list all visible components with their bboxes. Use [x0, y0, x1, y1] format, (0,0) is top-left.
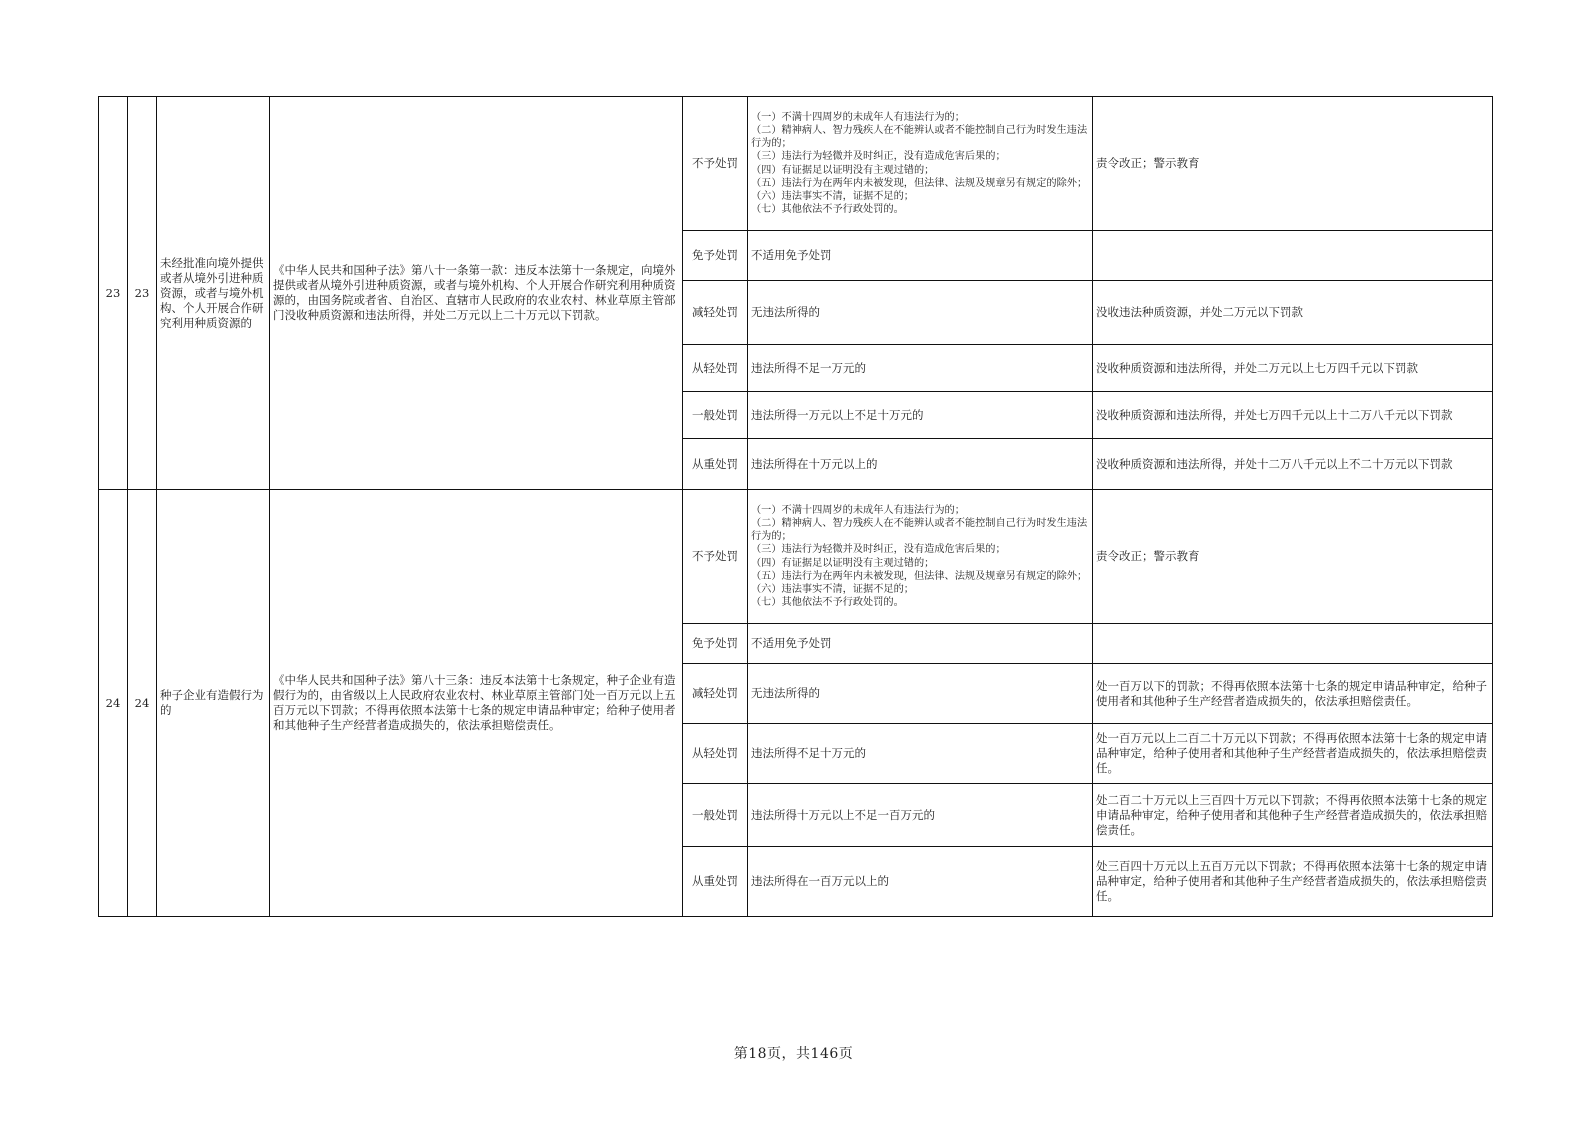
penalty-level: 一般处罚: [683, 784, 748, 847]
condition-line: （六）违法事实不清，证据不足的；: [751, 190, 914, 202]
legal-basis: 《中华人民共和国种子法》第八十一条第一款：违反本法第十一条规定，向境外提供或者从境外引进种质资源，或者与境外机构、个人开展合作研究利用种质资源的，由国务院或者省、自治区、直辖市人民政府的农业农村、林业草原主管部门没收种质资源和违法所得，并处二万元以上二十万元以下罚款。: [270, 97, 683, 490]
condition-line: （七）其他依法不予行政处罚的。: [751, 597, 904, 609]
penalty-table: [98, 96, 1493, 917]
penalty-conditions: [748, 490, 1093, 624]
penalty-level: 不予处罚: [683, 490, 748, 624]
item-number: 23: [128, 97, 157, 490]
penalty-condition: 违法所得在十万元以上的: [748, 439, 1093, 490]
condition-line: （一）不满十四周岁的未成年人有违法行为的；: [751, 111, 965, 123]
penalty-level: 从轻处罚: [683, 345, 748, 392]
penalty-result: 没收种质资源和违法所得，并处七万四千元以上十二万八千元以下罚款: [1093, 392, 1493, 439]
penalty-level: 不予处罚: [683, 97, 748, 231]
penalty-level: 减轻处罚: [683, 664, 748, 724]
condition-line: （四）有证据足以证明没有主观过错的；: [751, 164, 935, 176]
item-number: 24: [128, 490, 157, 917]
penalty-result: 处一百万以下的罚款；不得再依照本法第十七条的规定申请品种审定，给种子使用者和其他种子生产经营者造成损失的，依法承担赔偿责任。: [1093, 664, 1493, 724]
condition-line: （四）有证据足以证明没有主观过错的；: [751, 557, 935, 569]
table-row: [99, 97, 1493, 231]
legal-basis: 《中华人民共和国种子法》第八十三条：违反本法第十七条规定，种子企业有造假行为的，由省级以上人民政府农业农村、林业草原主管部门处一百万元以上五百万元以下罚款；不得再依照本法第十七条的规定申请品种审定；给种子使用者和其他种子生产经营者造成损失的，依法承担赔偿责任。: [270, 490, 683, 917]
penalty-level: 从重处罚: [683, 847, 748, 917]
penalty-condition: 不适用免予处罚: [748, 231, 1093, 281]
penalty-level: 免予处罚: [683, 624, 748, 664]
penalty-level: 一般处罚: [683, 392, 748, 439]
condition-line: （五）违法行为在两年内未被发现，但法律、法规及规章另有规定的除外；: [751, 177, 1088, 189]
violation-item: 未经批准向境外提供或者从境外引进种质资源，或者与境外机构、个人开展合作研究利用种质资源的: [157, 97, 270, 490]
condition-line: （三）违法行为轻微并及时纠正，没有造成危害后果的；: [751, 151, 1006, 163]
penalty-result: 责令改正；警示教育: [1093, 97, 1493, 231]
penalty-level: 减轻处罚: [683, 281, 748, 345]
penalty-result: 没收种质资源和违法所得，并处十二万八千元以上不二十万元以下罚款: [1093, 439, 1493, 490]
penalty-result: 没收违法种质资源，并处二万元以下罚款: [1093, 281, 1493, 345]
violation-item: 种子企业有造假行为的: [157, 490, 270, 917]
penalty-result: 处三百四十万元以上五百万元以下罚款；不得再依照本法第十七条的规定申请品种审定，给种子使用者和其他种子生产经营者造成损失的，依法承担赔偿责任。: [1093, 847, 1493, 917]
penalty-result: 处二百二十万元以上三百四十万元以下罚款；不得再依照本法第十七条的规定申请品种审定，给种子使用者和其他种子生产经营者造成损失的，依法承担赔偿责任。: [1093, 784, 1493, 847]
condition-line: （一）不满十四周岁的未成年人有违法行为的；: [751, 504, 965, 516]
condition-line: （六）违法事实不清，证据不足的；: [751, 583, 914, 595]
serial-number: 24: [99, 490, 128, 917]
table-row: [99, 490, 1493, 624]
page-footer: 第18页，共146页: [733, 1046, 854, 1062]
penalty-condition: 违法所得十万元以上不足一百万元的: [748, 784, 1093, 847]
penalty-result: [1093, 231, 1493, 281]
penalty-level: 免予处罚: [683, 231, 748, 281]
penalty-condition: 无违法所得的: [748, 281, 1093, 345]
penalty-level: 从轻处罚: [683, 724, 748, 784]
penalty-condition: 违法所得不足一万元的: [748, 345, 1093, 392]
condition-line: （五）违法行为在两年内未被发现，但法律、法规及规章另有规定的除外；: [751, 570, 1088, 582]
penalty-conditions: [748, 97, 1093, 231]
penalty-result: [1093, 624, 1493, 664]
penalty-level: 从重处罚: [683, 439, 748, 490]
penalty-result: 处一百万元以上二百二十万元以下罚款；不得再依照本法第十七条的规定申请品种审定，给种子使用者和其他种子生产经营者造成损失的，依法承担赔偿责任。: [1093, 724, 1493, 784]
penalty-result: 没收种质资源和违法所得，并处二万元以上七万四千元以下罚款: [1093, 345, 1493, 392]
penalty-condition: 不适用免予处罚: [748, 624, 1093, 664]
serial-number: 23: [99, 97, 128, 490]
penalty-result: 责令改正；警示教育: [1093, 490, 1493, 624]
condition-line: （二）精神病人、智力残疾人在不能辨认或者不能控制自己行为时发生违法行为的；: [751, 124, 1088, 150]
condition-line: （七）其他依法不予行政处罚的。: [751, 204, 904, 216]
penalty-condition: 违法所得在一百万元以上的: [748, 847, 1093, 917]
condition-line: （二）精神病人、智力残疾人在不能辨认或者不能控制自己行为时发生违法行为的；: [751, 517, 1088, 543]
penalty-condition: 违法所得不足十万元的: [748, 724, 1093, 784]
penalty-condition: 无违法所得的: [748, 664, 1093, 724]
penalty-condition: 违法所得一万元以上不足十万元的: [748, 392, 1093, 439]
condition-line: （三）违法行为轻微并及时纠正，没有造成危害后果的；: [751, 544, 1006, 556]
